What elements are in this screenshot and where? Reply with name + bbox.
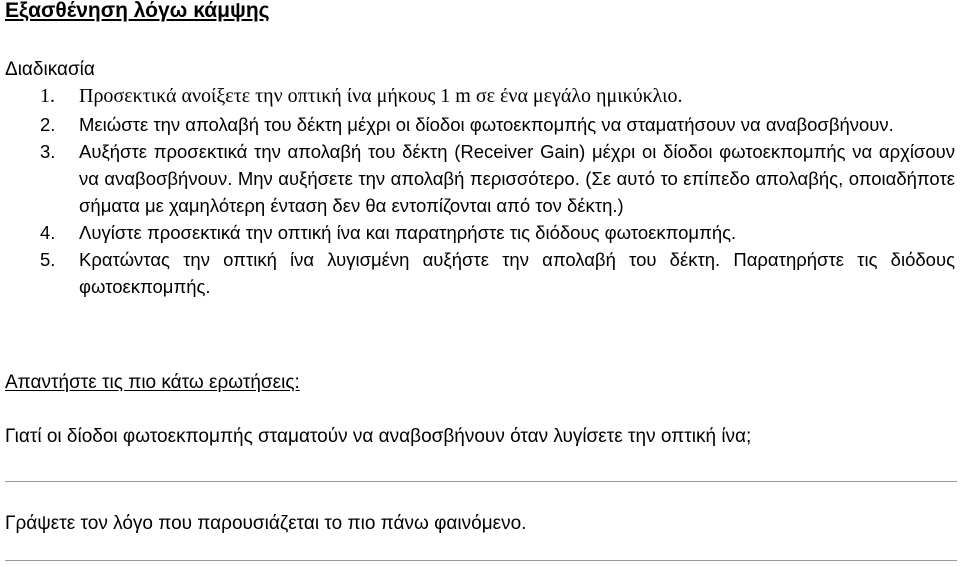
step-text: Λυγίστε προσεκτικά την οπτική ίνα και παρατηρήστε τις διόδους φωτοεκπομπής. [79,222,737,243]
step-text: Μειώστε την απολαβή του δέκτη μέχρι οι δίοδοι φωτοεκπομπής να σταματήσουν να αναβοσβήνουν. [79,114,894,135]
procedure-step-1 [0,82,958,111]
procedure-step-2 [0,111,958,138]
step-text: Αυξήστε προσεκτικά την απολαβή του δέκτη (Receiver Gain) μέχρι οι δίοδοι φωτοεκπομπής να αρχίσουν να αναβοσβήνουν. Μην αυξήσετε την απολαβή περισσότερο. (Σε αυτό το επίπεδο απολαβής, οποιαδήποτε σήματα με χαμηλότερη ένταση δεν θα εντοπίζονται από τον δέκτη.) [79,141,955,216]
procedure-step-4 [0,219,958,246]
procedure-heading: Διαδικασία [5,59,95,80]
step-number: 4. [40,222,56,243]
question-1: Γιατί οι δίοδοι φωτοεκπομπής σταματούν να αναβοσβήνουν όταν λυγίσετε την οπτική ίνα; [5,426,752,447]
answer-line-2[interactable] [5,560,957,561]
question-2: Γράψετε τον λόγο που παρουσιάζεται το πιο πάνω φαινόμενο. [5,513,527,534]
step-number: 3. [40,141,56,162]
step-number: 5. [40,249,56,270]
step-text: Προσεκτικά ανοίξετε την οπτική ίνα μήκους 1 m σε ένα μεγάλο ημικύκλιο. [79,85,683,107]
page-title: Εξασθένηση λόγω κάμψης [5,0,270,22]
answer-line-1[interactable] [5,481,957,482]
questions-heading: Απαντήστε τις πιο κάτω ερωτήσεις: [5,372,300,393]
step-text: Κρατώντας την οπτική ίνα λυγισμένη αυξήστε την απολαβή του δέκτη. Παρατηρήστε τις διόδους φωτοεκπομπής. [79,249,955,297]
procedure-step-3 [0,138,958,219]
step-number: 1. [40,85,55,107]
step-number: 2. [40,114,56,135]
procedure-steps-list [0,82,958,300]
procedure-step-5 [0,246,958,300]
